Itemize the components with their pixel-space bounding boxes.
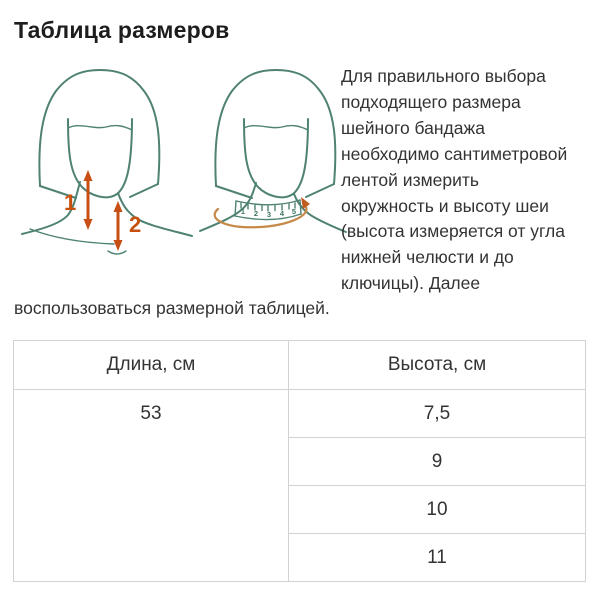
arrow-1-label: 1 [64, 190, 77, 215]
head-front-outline [39, 70, 159, 198]
instruction-line: лентой измерить [341, 169, 480, 190]
measure-arrow-1 [64, 170, 93, 230]
size-table [13, 340, 586, 582]
instruction-line: (высота измеряется от угла [341, 221, 565, 242]
head-circumference-figure [200, 70, 346, 232]
tape-number: 4 [279, 209, 285, 218]
height-value-cell: 7,5 [289, 390, 586, 438]
measurement-diagram [10, 57, 355, 264]
instruction-line: Для правильного выбора [341, 66, 546, 86]
tape-number: 1 [240, 207, 246, 216]
height-value-cell: 10 [289, 486, 586, 534]
tape-number: 3 [266, 210, 272, 219]
instruction-line: подходящего размера [341, 91, 521, 112]
clavicle-notch [108, 251, 126, 254]
size-table-header-row [14, 341, 586, 390]
height-column-header: Высота, см [289, 341, 586, 390]
page-title: Таблица размеров [14, 17, 230, 43]
table-row [14, 390, 586, 438]
length-column-header: Длина, см [14, 341, 289, 390]
instruction-line: шейного бандажа [341, 117, 485, 138]
length-value-cell: 53 [14, 390, 289, 582]
height-value-cell: 11 [289, 534, 586, 582]
instruction-text [341, 64, 597, 297]
chest-line [30, 229, 114, 244]
head-front-outline [215, 70, 335, 198]
tape-number: 5 [291, 207, 297, 216]
instruction-text-continued: воспользоваться размерной таблицей. [14, 298, 330, 318]
tape-number: 2 [253, 209, 259, 218]
height-value-cell: 9 [289, 438, 586, 486]
size-table-container [13, 340, 586, 582]
instruction-line: необходимо сантиметровой [341, 143, 568, 164]
measure-arrow-2 [114, 201, 142, 251]
arrow-2-label: 2 [129, 212, 142, 237]
neck-measurement-illustration [10, 57, 355, 264]
measuring-tape [235, 200, 301, 220]
instruction-line: нижней челюсти и до [341, 247, 514, 268]
instruction-line: ключицы). Далее [341, 273, 481, 294]
head-height-figure [22, 70, 192, 254]
instruction-line: окружность и высоту шеи [341, 195, 549, 216]
